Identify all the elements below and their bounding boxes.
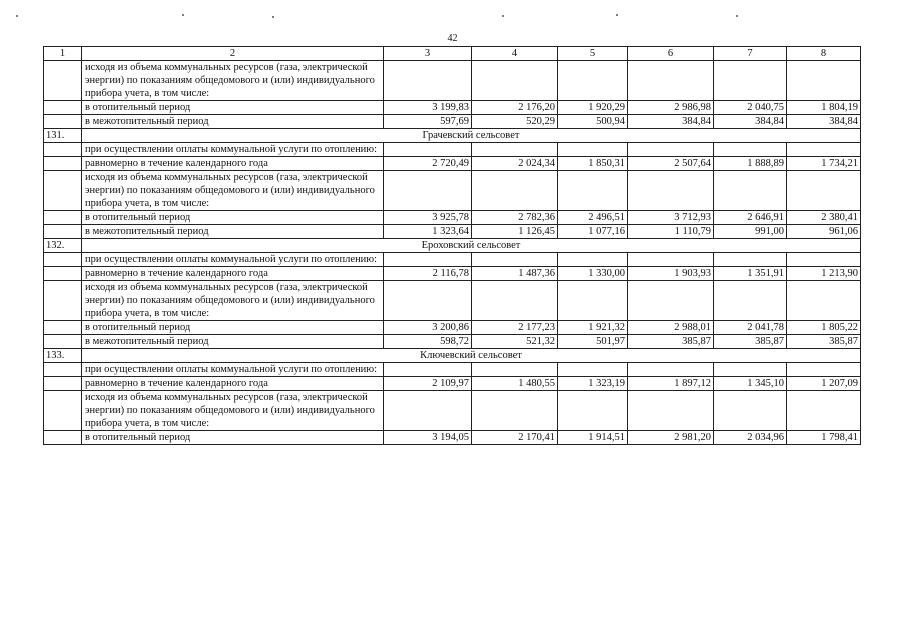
value-cell: 1 351,91	[714, 267, 787, 281]
value-cell: 385,87	[787, 335, 861, 349]
value-cell: 1 077,16	[558, 225, 628, 239]
value-cell	[628, 61, 714, 101]
table-row	[44, 253, 861, 267]
value-cell	[384, 253, 472, 267]
value-cell: 384,84	[714, 115, 787, 129]
value-cell	[384, 281, 472, 321]
row-number-cell	[44, 143, 82, 157]
value-cell: 1 126,45	[472, 225, 558, 239]
value-cell: 1 914,51	[558, 431, 628, 445]
value-cell	[558, 143, 628, 157]
row-number-cell	[44, 363, 82, 377]
section-title: Ключевский сельсовет	[82, 349, 861, 363]
value-cell: 2 782,36	[472, 211, 558, 225]
value-cell: 501,97	[558, 335, 628, 349]
row-number-cell	[44, 391, 82, 431]
value-cell	[472, 171, 558, 211]
value-cell: 500,94	[558, 115, 628, 129]
value-cell	[384, 363, 472, 377]
row-number-cell	[44, 211, 82, 225]
value-cell: 1 330,00	[558, 267, 628, 281]
row-number-cell	[44, 157, 82, 171]
row-number-cell	[44, 225, 82, 239]
table-row	[44, 363, 861, 377]
value-cell	[558, 253, 628, 267]
value-cell	[787, 143, 861, 157]
value-cell	[472, 391, 558, 431]
value-cell	[787, 61, 861, 101]
row-label: исходя из объема коммунальных ресурсов (газа, электрической энергии) по показаниям общедомового и (или) индивидуального прибора учета, в том числе:	[82, 281, 384, 321]
row-label: равномерно в течение календарного года	[82, 267, 384, 281]
value-cell: 1 850,31	[558, 157, 628, 171]
section-row	[44, 349, 861, 363]
row-number-cell	[44, 115, 82, 129]
value-cell: 3 200,86	[384, 321, 472, 335]
table-row	[44, 143, 861, 157]
value-cell	[472, 143, 558, 157]
row-number-cell	[44, 101, 82, 115]
value-cell: 2 988,01	[628, 321, 714, 335]
table-row	[44, 391, 861, 431]
value-cell	[628, 391, 714, 431]
value-cell: 2 177,23	[472, 321, 558, 335]
value-cell	[558, 61, 628, 101]
value-cell: 1 323,64	[384, 225, 472, 239]
table-row	[44, 321, 861, 335]
row-number-cell	[44, 267, 82, 281]
value-cell	[714, 143, 787, 157]
value-cell: 1 888,89	[714, 157, 787, 171]
value-cell	[787, 253, 861, 267]
value-cell	[714, 171, 787, 211]
section-number: 131.	[44, 129, 82, 143]
value-cell: 2 024,34	[472, 157, 558, 171]
value-cell: 1 110,79	[628, 225, 714, 239]
header-cell: 6	[628, 47, 714, 61]
value-cell: 2 040,75	[714, 101, 787, 115]
value-cell	[384, 391, 472, 431]
value-cell	[384, 171, 472, 211]
header-row	[44, 47, 861, 61]
value-cell	[787, 171, 861, 211]
value-cell: 384,84	[628, 115, 714, 129]
row-label: при осуществлении оплаты коммунальной услуги по отоплению:	[82, 253, 384, 267]
row-label: в отопительный период	[82, 431, 384, 445]
value-cell: 1 207,09	[787, 377, 861, 391]
header-cell: 8	[787, 47, 861, 61]
row-label: при осуществлении оплаты коммунальной услуги по отоплению:	[82, 363, 384, 377]
row-number-cell	[44, 377, 82, 391]
row-label: в межотопительный период	[82, 115, 384, 129]
value-cell: 2 041,78	[714, 321, 787, 335]
page-number: 42	[447, 33, 458, 44]
value-cell: 1 480,55	[472, 377, 558, 391]
row-label: равномерно в течение календарного года	[82, 157, 384, 171]
value-cell: 2 116,78	[384, 267, 472, 281]
value-cell: 598,72	[384, 335, 472, 349]
table-row	[44, 171, 861, 211]
value-cell	[472, 363, 558, 377]
value-cell: 520,29	[472, 115, 558, 129]
value-cell: 1 323,19	[558, 377, 628, 391]
value-cell	[472, 281, 558, 321]
value-cell: 961,06	[787, 225, 861, 239]
value-cell: 385,87	[628, 335, 714, 349]
value-cell: 1 805,22	[787, 321, 861, 335]
value-cell	[714, 391, 787, 431]
value-cell: 2 507,64	[628, 157, 714, 171]
row-label: в отопительный период	[82, 211, 384, 225]
row-number-cell	[44, 431, 82, 445]
value-cell	[628, 143, 714, 157]
value-cell: 1 345,10	[714, 377, 787, 391]
value-cell	[384, 143, 472, 157]
row-number-cell	[44, 321, 82, 335]
value-cell: 2 981,20	[628, 431, 714, 445]
table-row	[44, 281, 861, 321]
table-row	[44, 431, 861, 445]
header-cell: 4	[472, 47, 558, 61]
value-cell	[558, 363, 628, 377]
row-number-cell	[44, 281, 82, 321]
value-cell: 2 646,91	[714, 211, 787, 225]
value-cell: 1 921,32	[558, 321, 628, 335]
value-cell: 1 897,12	[628, 377, 714, 391]
value-cell: 1 920,29	[558, 101, 628, 115]
section-number: 132.	[44, 239, 82, 253]
value-cell	[472, 61, 558, 101]
row-label: в отопительный период	[82, 321, 384, 335]
value-cell: 2 720,49	[384, 157, 472, 171]
value-cell: 1 804,19	[787, 101, 861, 115]
value-cell	[628, 253, 714, 267]
table-row	[44, 211, 861, 225]
value-cell: 2 496,51	[558, 211, 628, 225]
section-title: Грачевский сельсовет	[82, 129, 861, 143]
table-row	[44, 225, 861, 239]
value-cell	[714, 281, 787, 321]
value-cell	[472, 253, 558, 267]
value-cell	[628, 171, 714, 211]
row-label: исходя из объема коммунальных ресурсов (газа, электрической энергии) по показаниям общедомового и (или) индивидуального прибора учета, в том числе:	[82, 391, 384, 431]
row-label: в межотопительный период	[82, 225, 384, 239]
row-label: при осуществлении оплаты коммунальной услуги по отоплению:	[82, 143, 384, 157]
value-cell: 2 109,97	[384, 377, 472, 391]
tariff-table	[43, 46, 861, 445]
value-cell: 384,84	[787, 115, 861, 129]
table-row	[44, 267, 861, 281]
row-label: исходя из объема коммунальных ресурсов (газа, электрической энергии) по показаниям общедомового и (или) индивидуального прибора учета, в том числе:	[82, 171, 384, 211]
header-cell: 5	[558, 47, 628, 61]
value-cell: 2 176,20	[472, 101, 558, 115]
header-cell: 3	[384, 47, 472, 61]
value-cell	[558, 281, 628, 321]
value-cell: 1 734,21	[787, 157, 861, 171]
value-cell	[384, 61, 472, 101]
value-cell	[558, 171, 628, 211]
value-cell: 1 487,36	[472, 267, 558, 281]
value-cell: 991,00	[714, 225, 787, 239]
value-cell: 2 986,98	[628, 101, 714, 115]
row-label: в отопительный период	[82, 101, 384, 115]
table-row	[44, 335, 861, 349]
header-cell: 1	[44, 47, 82, 61]
value-cell	[714, 61, 787, 101]
table-row	[44, 115, 861, 129]
value-cell	[628, 281, 714, 321]
row-number-cell	[44, 61, 82, 101]
header-cell: 2	[82, 47, 384, 61]
row-label: равномерно в течение календарного года	[82, 377, 384, 391]
section-number: 133.	[44, 349, 82, 363]
value-cell: 2 170,41	[472, 431, 558, 445]
table-row	[44, 157, 861, 171]
value-cell: 521,32	[472, 335, 558, 349]
section-title: Ероховский сельсовет	[82, 239, 861, 253]
value-cell: 1 903,93	[628, 267, 714, 281]
value-cell: 1 213,90	[787, 267, 861, 281]
row-number-cell	[44, 335, 82, 349]
value-cell	[787, 391, 861, 431]
value-cell	[714, 253, 787, 267]
value-cell	[787, 363, 861, 377]
value-cell: 3 925,78	[384, 211, 472, 225]
table-row	[44, 377, 861, 391]
value-cell	[714, 363, 787, 377]
value-cell: 597,69	[384, 115, 472, 129]
row-label: в межотопительный период	[82, 335, 384, 349]
value-cell: 2 034,96	[714, 431, 787, 445]
value-cell: 1 798,41	[787, 431, 861, 445]
table-body	[44, 61, 861, 445]
table-row	[44, 61, 861, 101]
value-cell	[628, 363, 714, 377]
value-cell	[787, 281, 861, 321]
header-cell: 7	[714, 47, 787, 61]
row-number-cell	[44, 171, 82, 211]
value-cell: 2 380,41	[787, 211, 861, 225]
section-row	[44, 239, 861, 253]
value-cell: 3 199,83	[384, 101, 472, 115]
value-cell: 385,87	[714, 335, 787, 349]
value-cell: 3 194,05	[384, 431, 472, 445]
table-row	[44, 101, 861, 115]
section-row	[44, 129, 861, 143]
value-cell	[558, 391, 628, 431]
row-label: исходя из объема коммунальных ресурсов (газа, электрической энергии) по показаниям общедомового и (или) индивидуального прибора учета, в том числе:	[82, 61, 384, 101]
value-cell: 3 712,93	[628, 211, 714, 225]
row-number-cell	[44, 253, 82, 267]
